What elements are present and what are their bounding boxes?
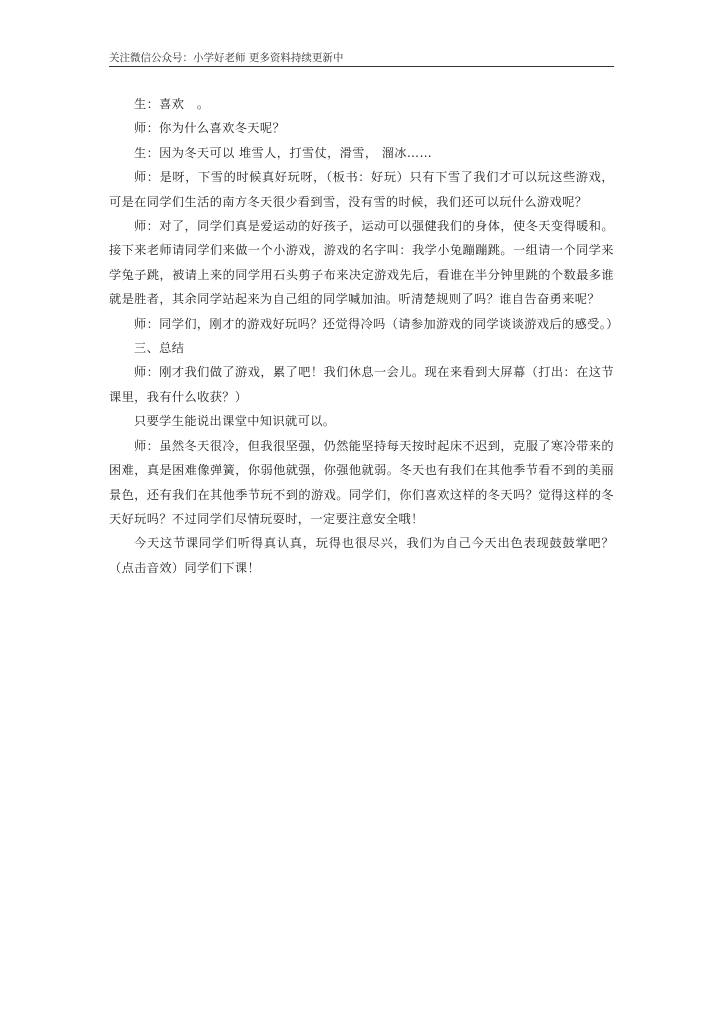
section-heading-summary: 三、总结 xyxy=(134,341,185,356)
paragraph-teacher-rest: 师：刚才我们做了游戏，累了吧！我们休息一会儿。现在来看到大屏幕（打出：在这节课里，我有什么收获？） xyxy=(109,365,614,404)
paragraph-teacher-fun: 师：是呀，下雪的时候真好玩呀，（板书：好玩）只有下雪了我们才可以玩这些游戏，可是在同学们生活的南方冬天很少看到雪，没有雪的时候，我们还可以玩什么游戏呢？ xyxy=(109,170,614,209)
paragraph-teacher-after-game: 师：同学们，刚才的游戏好玩吗？还觉得冷吗（请参加游戏的同学谈谈游戏后的感受。） xyxy=(134,316,619,331)
page-header: 关注微信公众号：小学好老师 更多资料持续更新中 xyxy=(109,52,614,67)
paragraph-student-reply-activities: 生：因为冬天可以 堆雪人，打雪仗，滑雪， 溜冰…… xyxy=(134,145,433,160)
paragraph-closing: 今天这节课同学们听得真认真，玩得也很尽兴，我们为自己今天出色表现鼓鼓掌吧？（点击音效）同学们下课！ xyxy=(109,536,614,575)
paragraph-teacher-conclusion: 师：虽然冬天很冷，但我很坚强，仍然能坚持每天按时起床不迟到，克服了寒冷带来的困难，真是困难像弹簧，你弱他就强，你强他就弱。冬天也有我们在其他季节看不到的美丽景色，还有我们在其他季节玩不到的游戏。同学们，你们喜欢这样的冬天吗？觉得这样的冬天好玩吗？不过同学们尽情玩耍时，一定要注意安全哦！ xyxy=(109,438,614,526)
document-body xyxy=(109,92,619,580)
paragraph-student-reply-like: 生：喜欢 。 xyxy=(134,97,210,111)
paragraph-teacher-game: 师：对了，同学们真是爱运动的好孩子，运动可以强健我们的身体，使冬天变得暖和。接下来老师请同学们来做一个小游戏，游戏的名字叫：我学小兔蹦蹦跳。一组请一个同学来学兔子跳，被请上来的同学用石头剪子布来决定游戏先后，看谁在半分钟里跳的个数最多谁就是胜者，其余同学站起来为自己组的同学喊加油。听清楚规则了吗？谁自告奋勇来呢？ xyxy=(109,219,614,307)
paragraph-teacher-question-why: 师：你为什么喜欢冬天呢？ xyxy=(134,121,286,136)
paragraph-note: 只要学生能说出课堂中知识就可以。 xyxy=(134,414,336,429)
